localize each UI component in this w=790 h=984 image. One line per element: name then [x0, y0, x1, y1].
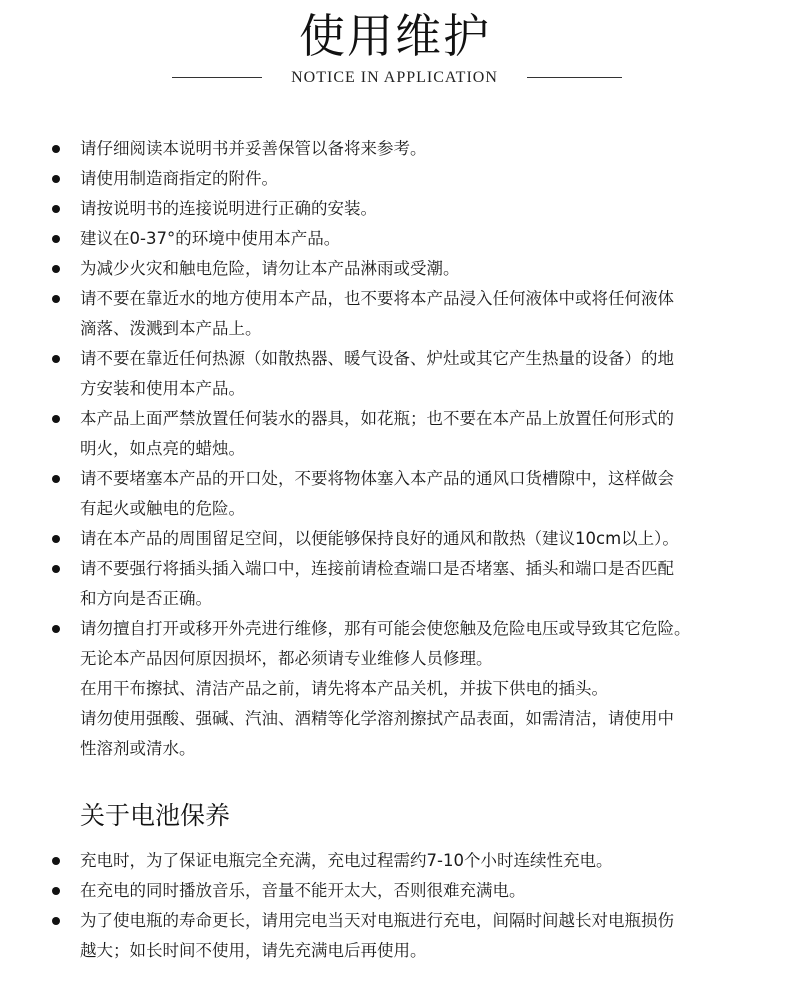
battery-care-item: [48, 846, 768, 876]
list-item-text: 请按说明书的连接说明进行正确的安装。: [80, 199, 377, 218]
list-item-text: 在用干布擦拭、清洁产品之前，请先将本产品关机，并拔下供电的插头。: [80, 679, 608, 698]
list-item-text: 请勿使用强酸、强碱、汽油、酒精等化学溶剂擦拭产品表面，如需清洁，请使用中: [80, 709, 674, 728]
list-item-text: 为减少火灾和触电危险，请勿让本产品淋雨或受潮。: [80, 259, 460, 278]
bullet-icon: [52, 917, 60, 925]
list-item-text: 请不要在靠近任何热源（如散热器、暖气设备、炉灶或其它产生热量的设备）的地: [80, 349, 674, 368]
battery-care-item: [48, 876, 768, 906]
list-item-text: 请仔细阅读本说明书并妥善保管以备将来参考。: [80, 139, 427, 158]
bullet-icon: [52, 415, 60, 423]
battery-section-heading: 关于电池保养: [80, 801, 231, 830]
bullet-icon: [52, 535, 60, 543]
list-item-text: 请不要强行将插头插入端口中，连接前请检查端口是否堵塞、插头和端口是否匹配: [80, 559, 674, 578]
battery-care-list: [48, 846, 768, 966]
subtitle-row: [0, 66, 790, 90]
subtitle-divider-right: [527, 77, 622, 78]
list-item-text: 建议在0-37°的环境中使用本产品。: [80, 229, 341, 248]
notice-item: [48, 134, 768, 164]
list-item-text: 充电时，为了保证电瓶完全充满，充电过程需约7-10个小时连续性充电。: [80, 851, 613, 870]
notice-item: [48, 254, 768, 284]
list-item-text: 方安装和使用本产品。: [80, 379, 245, 398]
notice-item: [48, 464, 768, 524]
subtitle-divider-left: [172, 77, 262, 78]
page-title: 使用维护: [299, 9, 491, 63]
bullet-icon: [52, 295, 60, 303]
list-item-text: 请使用制造商指定的附件。: [80, 169, 278, 188]
list-item-text: 滴落、泼溅到本产品上。: [80, 319, 262, 338]
list-item-text: 越大；如长时间不使用，请先充满电后再使用。: [80, 941, 427, 960]
bullet-icon: [52, 625, 60, 633]
list-item-text: 有起火或触电的危险。: [80, 499, 245, 518]
notice-item: [48, 614, 768, 764]
page-subtitle: NOTICE IN APPLICATION: [291, 69, 498, 86]
list-item-text: 为了使电瓶的寿命更长，请用完电当天对电瓶进行充电，间隔时间越长对电瓶损伤: [80, 911, 674, 930]
list-item-text: 请在本产品的周围留足空间，以便能够保持良好的通风和散热（建议10cm以上）。: [80, 529, 679, 548]
battery-care-item: [48, 906, 768, 966]
notice-item: [48, 404, 768, 464]
bullet-icon: [52, 205, 60, 213]
notice-item: [48, 524, 768, 554]
list-item-text: 明火，如点亮的蜡烛。: [80, 439, 245, 458]
notice-list: [48, 134, 768, 764]
bullet-icon: [52, 355, 60, 363]
list-item-text: 和方向是否正确。: [80, 589, 212, 608]
page-header: [0, 0, 790, 100]
bullet-icon: [52, 475, 60, 483]
notice-item: [48, 344, 768, 404]
bullet-icon: [52, 887, 60, 895]
list-item-text: 本产品上面严禁放置任何装水的器具，如花瓶；也不要在本产品上放置任何形式的: [80, 409, 674, 428]
notice-item: [48, 164, 768, 194]
bullet-icon: [52, 145, 60, 153]
list-item-text: 请不要堵塞本产品的开口处，不要将物体塞入本产品的通风口货槽隙中，这样做会: [80, 469, 674, 488]
list-item-text: 无论本产品因何原因损坏，都必须请专业维修人员修理。: [80, 649, 493, 668]
list-item-text: 性溶剂或清水。: [80, 739, 196, 758]
notice-item: [48, 284, 768, 344]
list-item-text: 在充电的同时播放音乐，音量不能开太大，否则很难充满电。: [80, 881, 526, 900]
bullet-icon: [52, 175, 60, 183]
bullet-icon: [52, 265, 60, 273]
notice-item: [48, 224, 768, 254]
notice-item: [48, 554, 768, 614]
bullet-icon: [52, 565, 60, 573]
list-item-text: 请勿擅自打开或移开外壳进行维修，那有可能会使您触及危险电压或导致其它危险。: [80, 619, 691, 638]
notice-item: [48, 194, 768, 224]
bullet-icon: [52, 235, 60, 243]
bullet-icon: [52, 857, 60, 865]
list-item-text: 请不要在靠近水的地方使用本产品，也不要将本产品浸入任何液体中或将任何液体: [80, 289, 674, 308]
